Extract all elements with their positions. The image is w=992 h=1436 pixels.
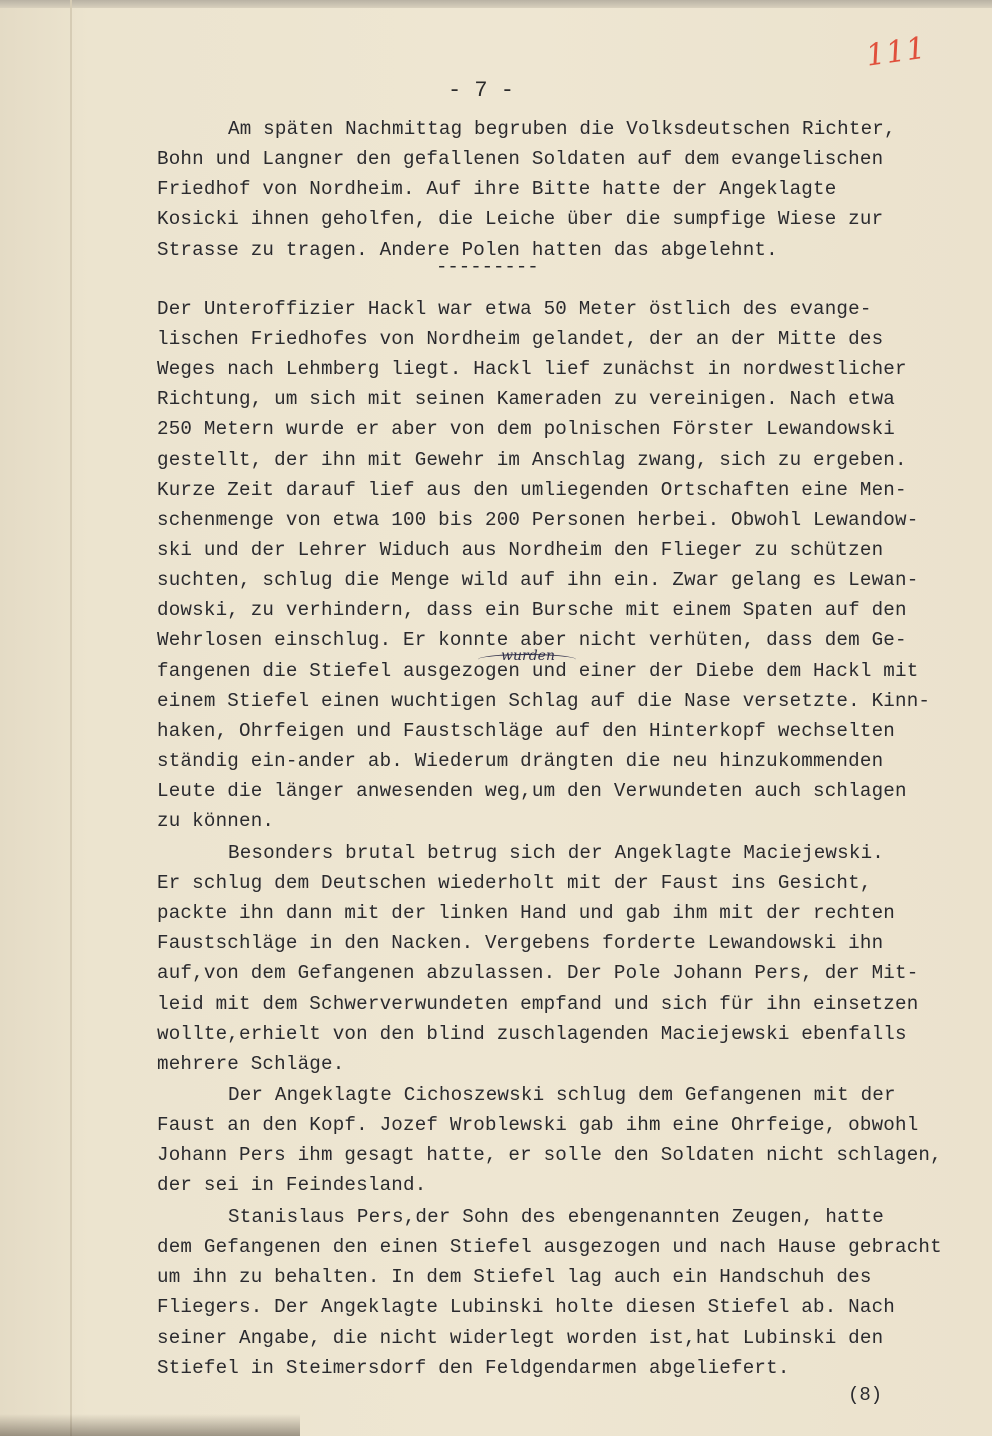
text-line: Stiefel in Steimersdorf den Feldgendarmen abgeliefert.	[157, 1357, 790, 1379]
text-line: Kosicki ihnen geholfen, die Leiche über die sumpfige Wiese zur	[157, 208, 884, 230]
text-line: wollte,erhielt von den blind zuschlagenden Maciejewski ebenfalls	[157, 1023, 907, 1045]
text-line: lischen Friedhofes von Nordheim gelandet, der an der Mitte des	[157, 328, 884, 350]
section-separator: ---------	[436, 256, 539, 278]
text-line: auf,von dem Gefangenen abzulassen. Der Pole Johann Pers, der Mit-	[157, 962, 919, 984]
text-line: Weges nach Lehmberg liegt. Hackl lief zunächst in nordwestlicher	[157, 358, 907, 380]
text-line: Faustschläge in den Nacken. Vergebens forderte Lewandowski ihn	[157, 932, 884, 954]
text-line: um ihn zu behalten. In dem Stiefel lag auch ein Handschuh des	[157, 1266, 872, 1288]
text-line: Wehrlosen einschlug. Er konnte aber nicht verhüten, dass dem Ge-	[157, 629, 907, 651]
folio-number: 111	[863, 30, 929, 74]
text-line: 250 Metern wurde er aber von dem polnischen Förster Lewandowski	[157, 418, 896, 440]
text-line: Er schlug dem Deutschen wiederholt mit der Faust ins Gesicht,	[157, 872, 872, 894]
text-line: zu können.	[157, 810, 275, 832]
text-line: Faust an den Kopf. Jozef Wroblewski gab ihm eine Ohrfeige, obwohl	[157, 1114, 919, 1136]
page-number: - 7 -	[448, 78, 515, 103]
text-line: Richtung, um sich mit seinen Kameraden zu vereinigen. Nach etwa	[157, 388, 896, 410]
page-top-edge	[0, 0, 992, 8]
text-line: Fliegers. Der Angeklagte Lubinski holte diesen Stiefel ab. Nach	[157, 1296, 896, 1318]
text-line: ständig ein-ander ab. Wiederum drängten die neu hinzukommenden	[157, 750, 884, 772]
text-line: packte ihn dann mit der linken Hand und gab ihm mit der rechten	[157, 902, 896, 924]
text-line: Stanislaus Pers,der Sohn des ebengenannten Zeugen, hatte	[228, 1206, 885, 1228]
binding-line	[70, 0, 72, 1436]
text-line: Der Unteroffizier Hackl war etwa 50 Meter östlich des evange-	[157, 298, 872, 320]
text-line: suchten, schlug die Menge wild auf ihn ein. Zwar gelang es Lewan-	[157, 569, 919, 591]
next-page-reference: (8)	[848, 1384, 883, 1406]
text-line: dowski, zu verhindern, dass ein Bursche mit einem Spaten auf den	[157, 599, 907, 621]
handwritten-correction: wurden	[501, 648, 555, 664]
text-line: Bohn und Langner den gefallenen Soldaten auf dem evangelischen	[157, 148, 884, 170]
text-line: ski und der Lehrer Widuch aus Nordheim den Flieger zu schützen	[157, 539, 884, 561]
text-line: Der Angeklagte Cichoszewski schlug dem Gefangenen mit der	[228, 1084, 896, 1106]
text-line: Leute die länger anwesenden weg,um den Verwundeten auch schlagen	[157, 780, 907, 802]
bottom-shadow	[0, 1414, 300, 1436]
text-line: Friedhof von Nordheim. Auf ihre Bitte hatte der Angeklagte	[157, 178, 837, 200]
text-line: Strasse zu tragen. Andere Polen hatten das abgelehnt.	[157, 239, 778, 261]
text-line: fangenen die Stiefel ausgezogen und einer der Diebe dem Hackl mit	[157, 660, 919, 682]
text-line: Johann Pers ihm gesagt hatte, er solle den Soldaten nicht schlagen,	[157, 1144, 942, 1166]
text-line: der sei in Feindesland.	[157, 1174, 427, 1196]
text-line: Am späten Nachmittag begruben die Volksdeutschen Richter,	[228, 118, 896, 140]
text-line: dem Gefangenen den einen Stiefel ausgezogen und nach Hause gebracht	[157, 1236, 942, 1258]
text-line: haken, Ohrfeigen und Faustschläge auf den Hinterkopf wechselten	[157, 720, 896, 742]
text-line: gestellt, der ihn mit Gewehr im Anschlag zwang, sich zu ergeben.	[157, 449, 907, 471]
text-line: seiner Angabe, die nicht widerlegt worden ist,hat Lubinski den	[157, 1327, 884, 1349]
text-line: Kurze Zeit darauf lief aus den umliegenden Ortschaften eine Men-	[157, 479, 907, 501]
text-line: Besonders brutal betrug sich der Angeklagte Maciejewski.	[228, 842, 885, 864]
text-line: mehrere Schläge.	[157, 1053, 345, 1075]
text-line: leid mit dem Schwerverwundeten empfand und sich für ihn einsetzen	[157, 993, 919, 1015]
text-line: schenmenge von etwa 100 bis 200 Personen herbei. Obwohl Lewandow-	[157, 509, 919, 531]
text-line: einem Stiefel einen wuchtigen Schlag auf die Nase versetzte. Kinn-	[157, 690, 931, 712]
